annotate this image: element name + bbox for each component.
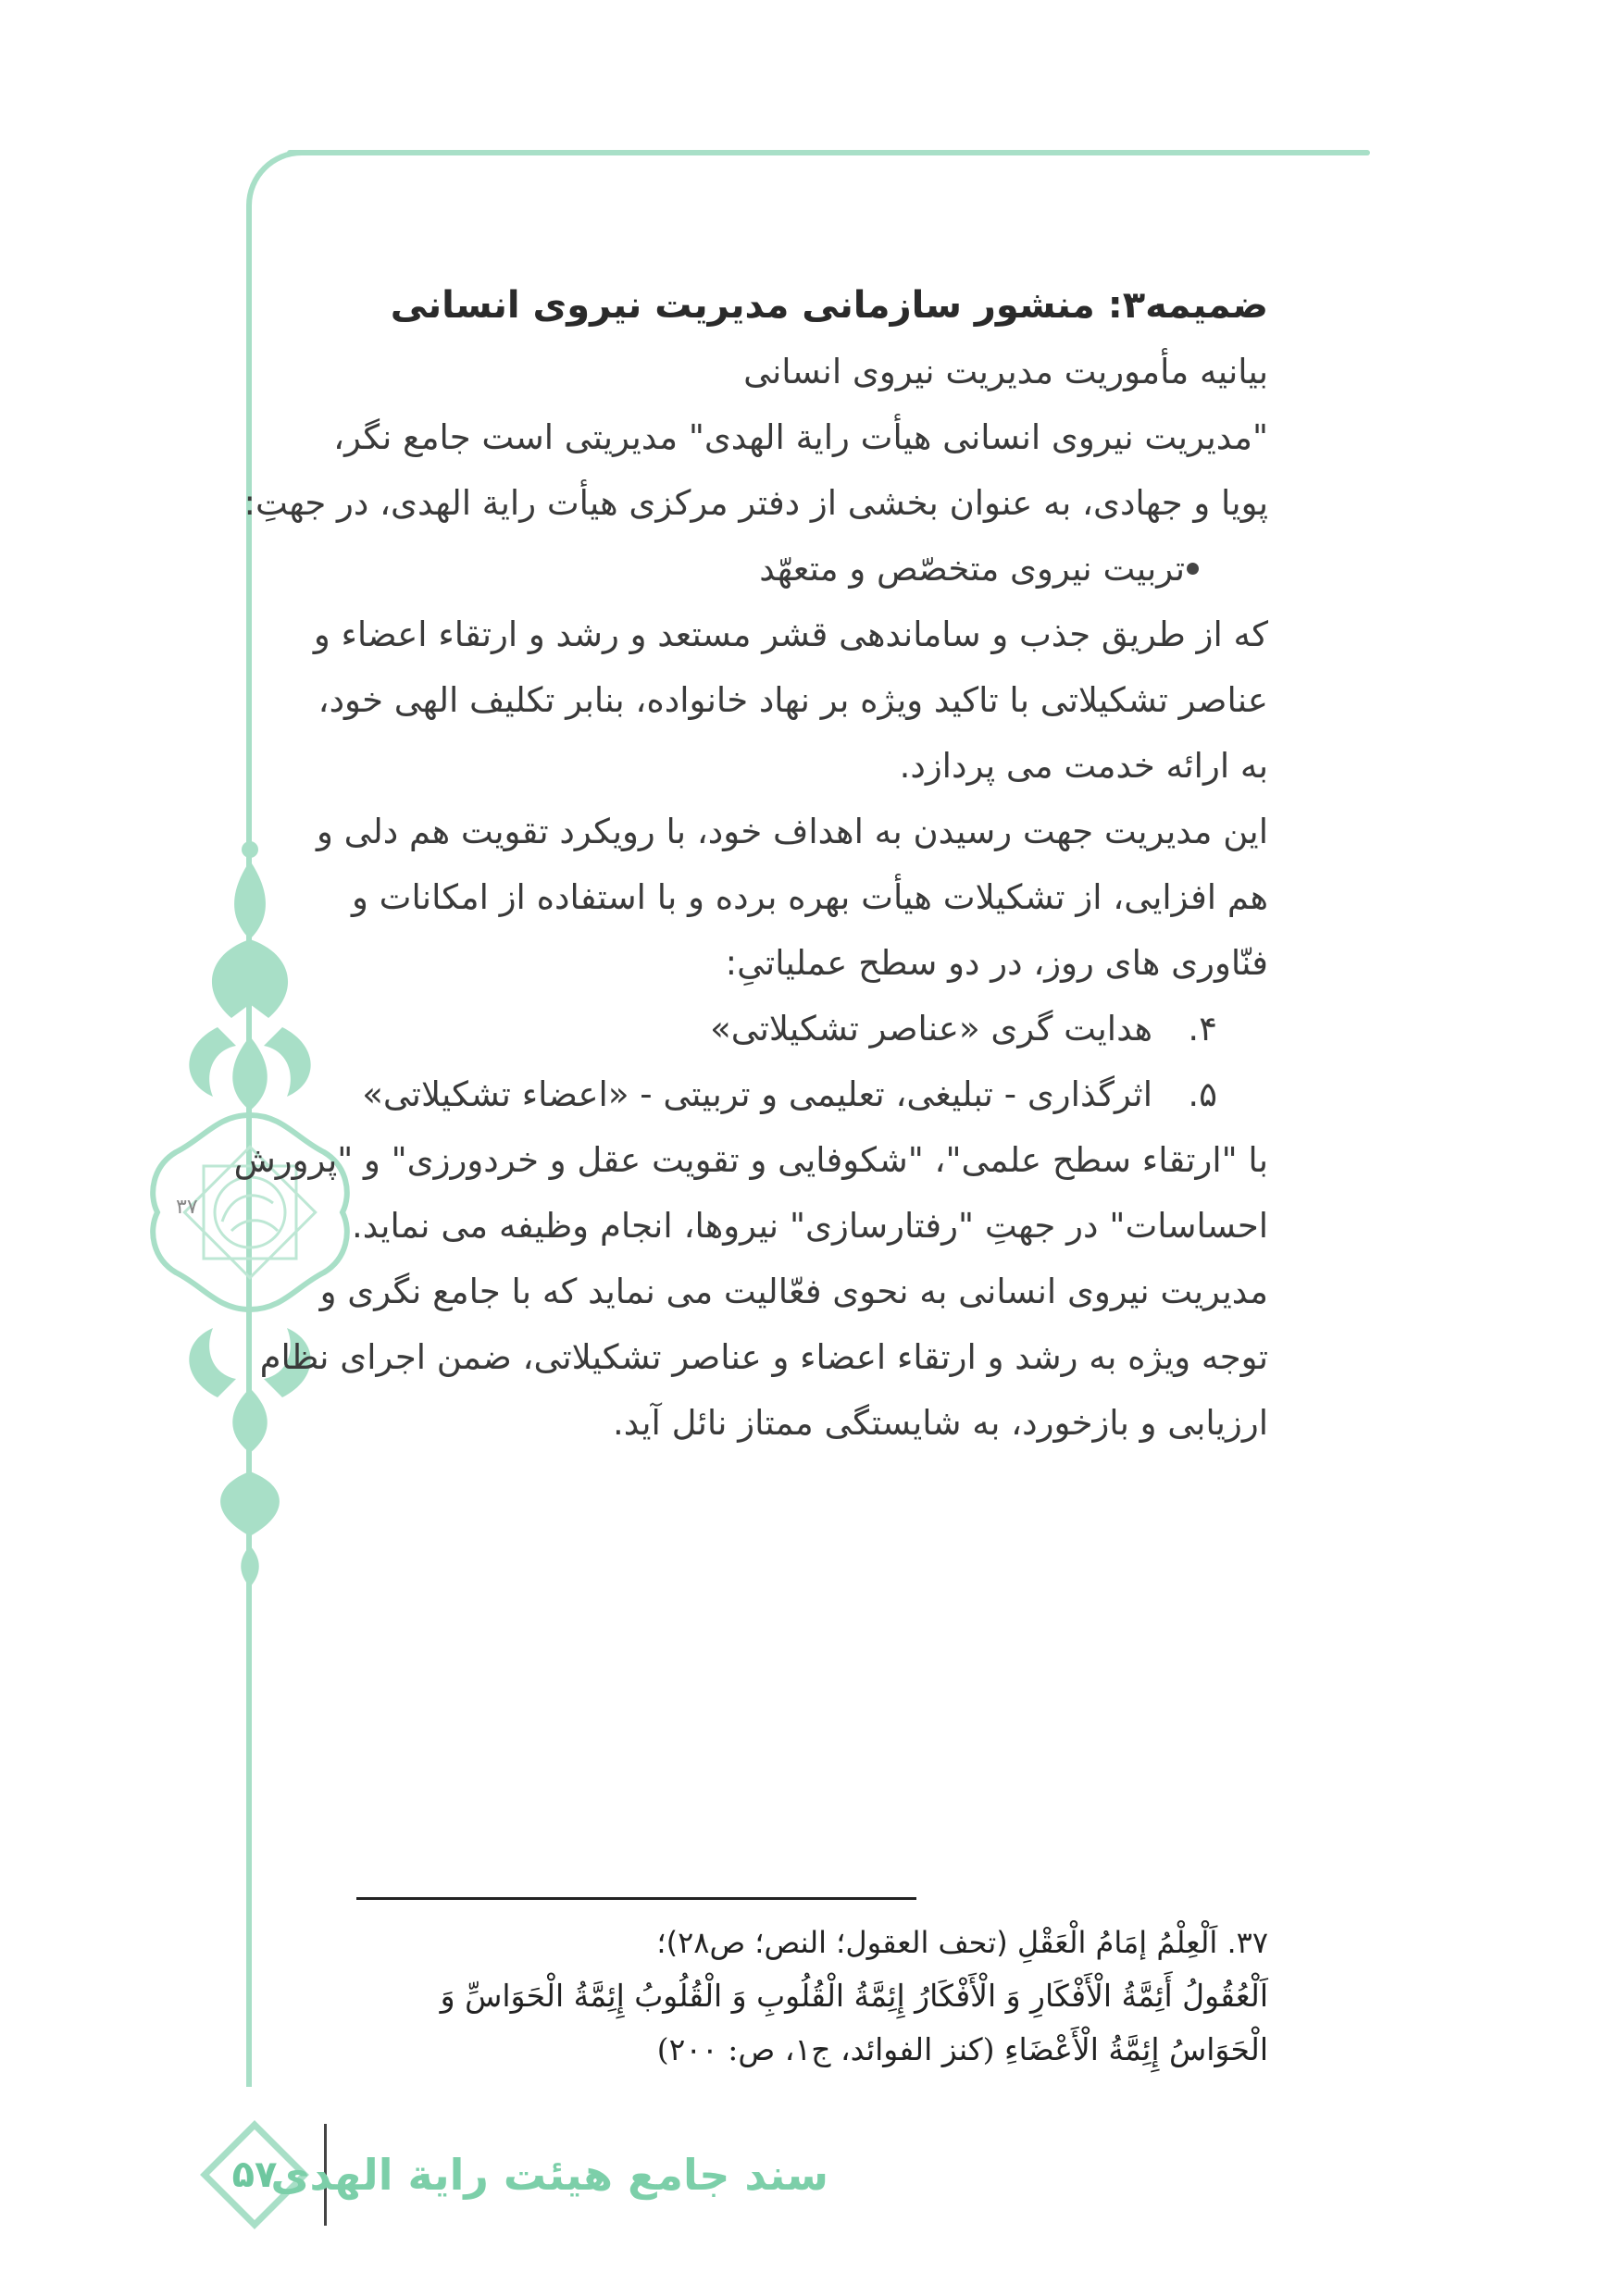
paragraph-line: فنّاوری های روز، در دو سطح عملیاتیِ: (725, 943, 1268, 983)
footnote-divider (356, 1897, 916, 1900)
paragraph-line: ارزیابی و بازخورد، به شایستگی ممتاز نائل آید. (613, 1403, 1268, 1443)
footnote-line: ۳۷. اَلْعِلْمُ إمَامُ الْعَقْلِ (تحف العقول؛ النص؛ ص۲۸)؛ (656, 1925, 1268, 1960)
book-title: سند جامع هیئت رایة الهدی (270, 2150, 828, 2200)
paragraph-line: به ارائه خدمت می پردازد. (899, 746, 1268, 786)
bullet-dot-icon (1187, 563, 1199, 575)
numbered-item (352, 1061, 1268, 1127)
paragraph-line: توجه ویژه به رشد و ارتقاء اعضاء و عناصر تشکیلاتی، ضمن اجرای نظام (259, 1337, 1268, 1377)
section-subheading: بیانیه مأموریت مدیریت نیروی انسانی (743, 352, 1268, 391)
paragraph-line: پویا و جهادی، به عنوان بخشی از دفتر مرکزی هیأت رایة الهدی، در جهتِ: (243, 483, 1268, 523)
item-number: ۴. (1188, 1009, 1217, 1049)
bullet-text: تربیت نیروی متخصّص و متعهّد (759, 549, 1185, 589)
paragraph-line: این مدیریت جهت رسیدن به اهداف خود، با رویکرد تقویت هم دلی و (316, 812, 1268, 851)
page-number: ۵۷ (231, 2153, 278, 2196)
item-text: اثرگذاری - تبلیغی، تعلیمی و تربیتی - «اعضاء تشکیلاتی» (362, 1074, 1152, 1114)
footnote-marker: ۳۷ (176, 1196, 198, 1219)
frame-top-border (287, 150, 1370, 155)
numbered-item (352, 996, 1268, 1061)
bullet-item (352, 536, 1268, 602)
section-heading: ضمیمه۳: منشور سازمانی مدیریت نیروی انسانی (390, 284, 1268, 327)
paragraph-line: هم افزایی، از تشکیلات هیأت بهره برده و با استفاده از امکانات و (352, 877, 1268, 917)
paragraph-line: مدیریت نیروی انسانی به نحوی فعّالیت می نماید که با جامع نگری و (319, 1272, 1268, 1311)
footnote-line: اَلْعُقُولُ أَئِمَّةُ الْأَفْكَارِ وَ الْأَفْكَارُ إِئِمَّةُ الْقُلُوبِ وَ الْقُلُوبُ إِئِمَّةُ الْحَوَاسِّ وَ (440, 1978, 1268, 2014)
item-text: هدایت گری «عناصر تشکیلاتی» (710, 1009, 1152, 1049)
item-number: ۵. (1188, 1074, 1217, 1114)
footnote-line: الْحَوَاسُ إِئِمَّةُ الْأَعْضَاءِ (کنز الفوائد، ج۱، ص: ۲۰۰) (656, 2031, 1268, 2067)
frame-corner (246, 150, 317, 220)
paragraph-line: احساسات" در جهتِ "رفتارسازی" نیروها، انجام وظیفه می نماید. (352, 1206, 1268, 1246)
paragraph-line: با "ارتقاء سطح علمی"، "شکوفایی و تقویت عقل و خردورزی" و "پرورش (233, 1140, 1268, 1180)
footnotes (352, 1916, 1268, 2077)
main-content (233, 273, 1268, 1456)
paragraph-line: که از طریق جذب و ساماندهی قشر مستعد و رشد و ارتقاء اعضاء و (313, 614, 1268, 654)
paragraph-line: "مدیریت نیروی انسانی هیأت رایة الهدی" مدیریتی است جامع نگر، (333, 417, 1268, 457)
paragraph-line: عناصر تشکیلاتی با تاکید ویژه بر نهاد خانواده، بنابر تکلیف الهی خود، (318, 680, 1268, 720)
